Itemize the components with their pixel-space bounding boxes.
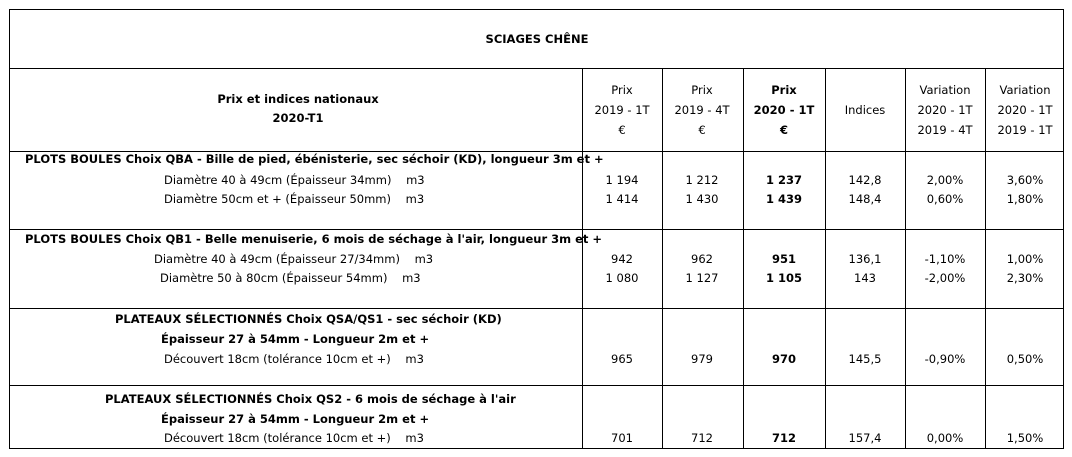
cell-prix-2019-1t: 1 194 [605,173,639,187]
cell-prix-2019-1t: 1 080 [605,271,639,285]
section-title: PLOTS BOULES Choix QBA - Bille de pied, ébénisterie, sec séchoir (KD), longueur 3m et + [25,152,604,166]
col-header-variation-vs-1t: Variation 2020 - 1T 2019 - 1T [997,83,1053,137]
row-label: Diamètre 40 à 49cm (Épaisseur 34mm) m3 [164,173,425,187]
col-header-prix-2020-1t: Prix 2020 - 1T € [753,83,815,137]
header-period: 2020-T1 [272,111,324,125]
cell-indice: 145,5 [848,352,882,366]
cell-prix-2019-4t: 979 [691,352,713,366]
column-divider-1 [582,68,583,448]
column-divider-3 [743,68,744,448]
section-title: PLOTS BOULES Choix QB1 - Belle menuiserie, 6 mois de séchage à l'air, longueur 3m et + [25,232,603,246]
column-divider-4 [825,68,826,448]
cell-prix-2019-4t: 1 127 [685,271,719,285]
cell-variation-vs-4t: 0,00% [926,431,964,445]
cell-indice: 143 [854,271,876,285]
cell-prix-2019-1t: 965 [611,352,633,366]
section-subtitle: Épaisseur 27 à 54mm - Longueur 2m et + [161,412,430,426]
cell-indice: 136,1 [848,252,882,266]
cell-variation-vs-4t: -1,10% [924,252,966,266]
cell-prix-2019-4t: 712 [691,431,713,445]
cell-prix-2020-1t: 951 [771,252,797,266]
cell-variation-vs-1t: 1,50% [1006,431,1044,445]
cell-prix-2019-4t: 962 [691,252,713,266]
row-label: Découvert 18cm (tolérance 10cm et +) m3 [164,431,424,445]
cell-variation-vs-4t: -0,90% [924,352,966,366]
row-label: Découvert 18cm (tolérance 10cm et +) m3 [164,352,424,366]
col-header-indices: Indices [844,103,886,117]
section-title: PLATEAUX SÉLECTIONNÉS Choix QS2 - 6 mois de séchage à l'air [105,392,516,406]
col-header-variation-vs-4t: Variation 2020 - 1T 2019 - 4T [917,83,973,137]
table-title: SCIAGES CHÊNE [485,32,589,46]
cell-prix-2020-1t: 1 105 [765,271,803,285]
cell-variation-vs-1t: 1,80% [1006,192,1044,206]
row-label: Diamètre 50cm et + (Épaisseur 50mm) m3 [164,192,425,206]
cell-prix-2019-4t: 1 430 [685,192,719,206]
cell-indice: 148,4 [848,192,882,206]
cell-variation-vs-1t: 0,50% [1006,352,1044,366]
cell-prix-2019-1t: 942 [611,252,633,266]
row-label: Diamètre 40 à 49cm (Épaisseur 27/34mm) m3 [154,252,434,266]
price-table [9,9,1064,449]
cell-indice: 157,4 [848,431,882,445]
column-divider-6 [985,68,986,448]
column-divider-2 [662,68,663,448]
section-title: PLATEAUX SÉLECTIONNÉS Choix QSA/QS1 - sec séchoir (KD) [115,312,502,326]
cell-prix-2020-1t: 712 [771,431,797,445]
cell-prix-2019-4t: 1 212 [685,173,719,187]
section-subtitle: Épaisseur 27 à 54mm - Longueur 2m et + [161,332,430,346]
cell-prix-2020-1t: 1 439 [765,192,803,206]
cell-prix-2020-1t: 1 237 [765,173,803,187]
col-header-prix-2019-4t: Prix 2019 - 4T € [674,83,730,137]
cell-variation-vs-4t: -2,00% [924,271,966,285]
cell-variation-vs-4t: 0,60% [926,192,964,206]
row-label: Diamètre 50 à 80cm (Épaisseur 54mm) m3 [160,271,421,285]
cell-variation-vs-4t: 2,00% [926,173,964,187]
cell-variation-vs-1t: 2,30% [1006,271,1044,285]
cell-prix-2019-1t: 701 [611,431,633,445]
col-header-prix-2019-1t: Prix 2019 - 1T € [594,83,650,137]
column-divider-5 [905,68,906,448]
cell-variation-vs-1t: 3,60% [1006,173,1044,187]
header-label: Prix et indices nationaux [217,92,379,106]
cell-variation-vs-1t: 1,00% [1006,252,1044,266]
cell-prix-2020-1t: 970 [771,352,797,366]
cell-indice: 142,8 [848,173,882,187]
cell-prix-2019-1t: 1 414 [605,192,639,206]
